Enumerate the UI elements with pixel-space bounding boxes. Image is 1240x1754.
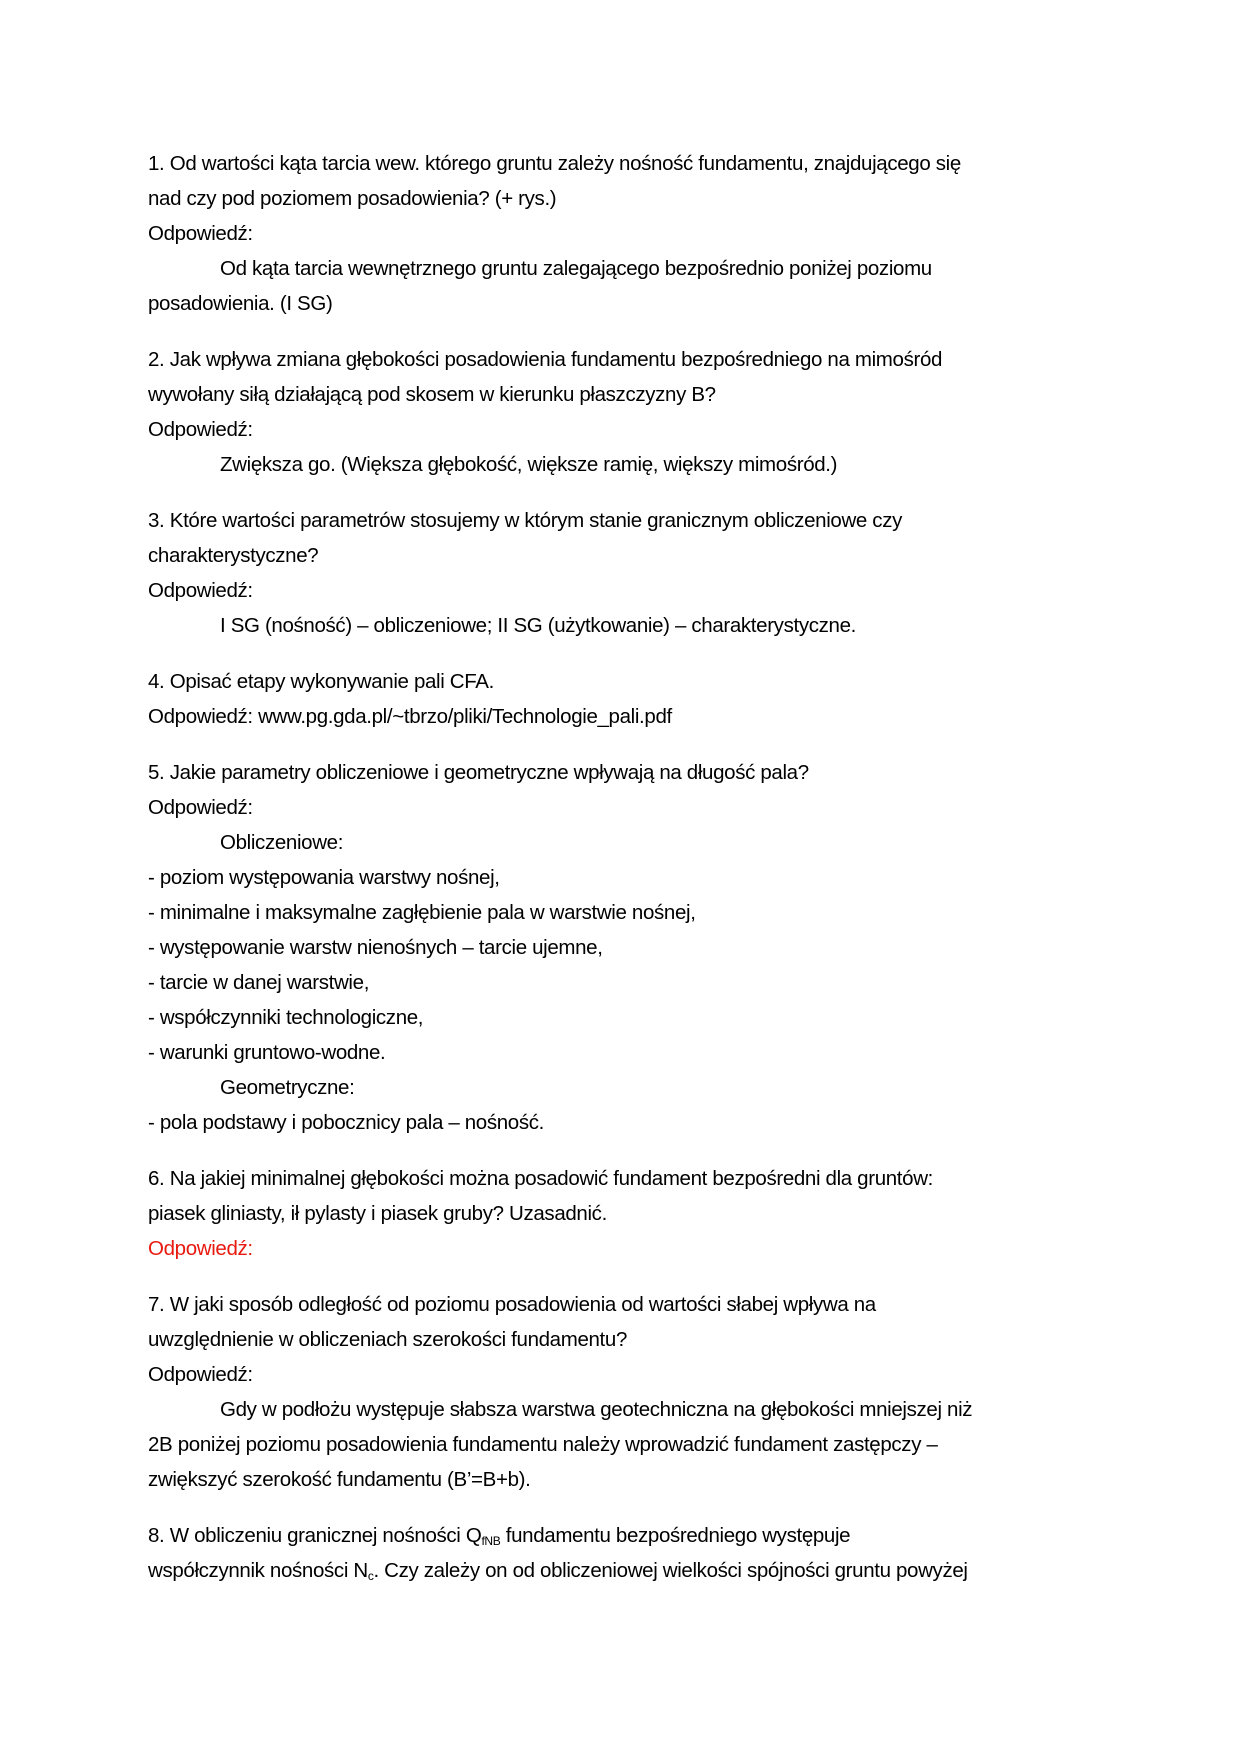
text: fundamentu bezpośredniego występuje (500, 1524, 851, 1547)
question-3 (148, 503, 1108, 643)
answer-text: zwiększyć szerokość fundamentu (B’=B+b). (148, 1468, 531, 1491)
question-text: nad czy pod poziomem posadowienia? (+ rys.) (148, 187, 557, 210)
question-text: 1. Od wartości kąta tarcia wew. którego gruntu zależy nośność fundamentu, znajdującego się (148, 152, 961, 175)
question-text (148, 1553, 1108, 1588)
list-item: - warunki gruntowo-wodne. (148, 1041, 386, 1064)
answer-label: Odpowiedź: (148, 1363, 253, 1386)
text: 8. W obliczeniu granicznej nośności Q (148, 1524, 482, 1547)
question-text: 2. Jak wpływa zmiana głębokości posadowienia fundamentu bezpośredniego na mimośród (148, 348, 943, 371)
answer-label: Odpowiedź: (148, 418, 253, 441)
subheading: Geometryczne: (220, 1076, 355, 1099)
answer-label-missing: Odpowiedź: (148, 1237, 253, 1260)
answer-with-link: Odpowiedź: www.pg.gda.pl/~tbrzo/pliki/Technologie_pali.pdf (148, 705, 672, 728)
answer-label: Odpowiedź: (148, 579, 253, 602)
question-text: piasek gliniasty, ił pylasty i piasek gruby? Uzasadnić. (148, 1202, 607, 1225)
text: współczynnik nośności N (148, 1559, 368, 1582)
question-text: 5. Jakie parametry obliczeniowe i geometryczne wpływają na długość pala? (148, 761, 809, 784)
question-4 (148, 664, 1108, 734)
question-text: 3. Które wartości parametrów stosujemy w którym stanie granicznym obliczeniowe czy (148, 509, 902, 532)
question-8 (148, 1518, 1108, 1588)
document-page (148, 146, 1108, 1609)
question-7 (148, 1287, 1108, 1497)
answer-label: Odpowiedź: (148, 222, 253, 245)
question-text: 7. W jaki sposób odległość od poziomu posadowienia od wartości słabej wpływa na (148, 1293, 876, 1316)
answer-text: I SG (nośność) – obliczeniowe; II SG (użytkowanie) – charakterystyczne. (220, 614, 856, 637)
answer-text: Od kąta tarcia wewnętrznego gruntu zalegającego bezpośrednio poniżej poziomu (220, 257, 932, 280)
answer-text: Gdy w podłożu występuje słabsza warstwa geotechniczna na głębokości mniejszej niż (220, 1398, 973, 1421)
answer-text: 2B poniżej poziomu posadowienia fundamentu należy wprowadzić fundament zastępczy – (148, 1433, 938, 1456)
list-item: - poziom występowania warstwy nośnej, (148, 866, 500, 889)
question-6 (148, 1161, 1108, 1266)
question-2 (148, 342, 1108, 482)
answer-text: Zwiększa go. (Większa głębokość, większe ramię, większy mimośród.) (220, 453, 838, 476)
list-item: - pola podstawy i pobocznicy pala – nośność. (148, 1111, 544, 1134)
question-text: 6. Na jakiej minimalnej głębokości można posadowić fundament bezpośredni dla gruntów: (148, 1167, 934, 1190)
question-text: wywołany siłą działającą pod skosem w kierunku płaszczyzny B? (148, 383, 716, 406)
answer-label: Odpowiedź: (148, 796, 253, 819)
question-text: charakterystyczne? (148, 544, 319, 567)
question-text: 4. Opisać etapy wykonywanie pali CFA. (148, 670, 494, 693)
question-text: uwzględnienie w obliczeniach szerokości fundamentu? (148, 1328, 627, 1351)
question-5 (148, 755, 1108, 1140)
list-item: - tarcie w danej warstwie, (148, 971, 370, 994)
text: . Czy zależy on od obliczeniowej wielkości spójności gruntu powyżej (373, 1559, 968, 1582)
list-item: - występowanie warstw nienośnych – tarcie ujemne, (148, 936, 603, 959)
subscript: c (367, 1569, 374, 1583)
question-1 (148, 146, 1108, 321)
answer-text: posadowienia. (I SG) (148, 292, 333, 315)
subscript: fNB (481, 1534, 501, 1548)
subheading: Obliczeniowe: (220, 831, 344, 854)
question-text (148, 1518, 1108, 1553)
list-item: - współczynniki technologiczne, (148, 1006, 424, 1029)
list-item: - minimalne i maksymalne zagłębienie pala w warstwie nośnej, (148, 901, 696, 924)
